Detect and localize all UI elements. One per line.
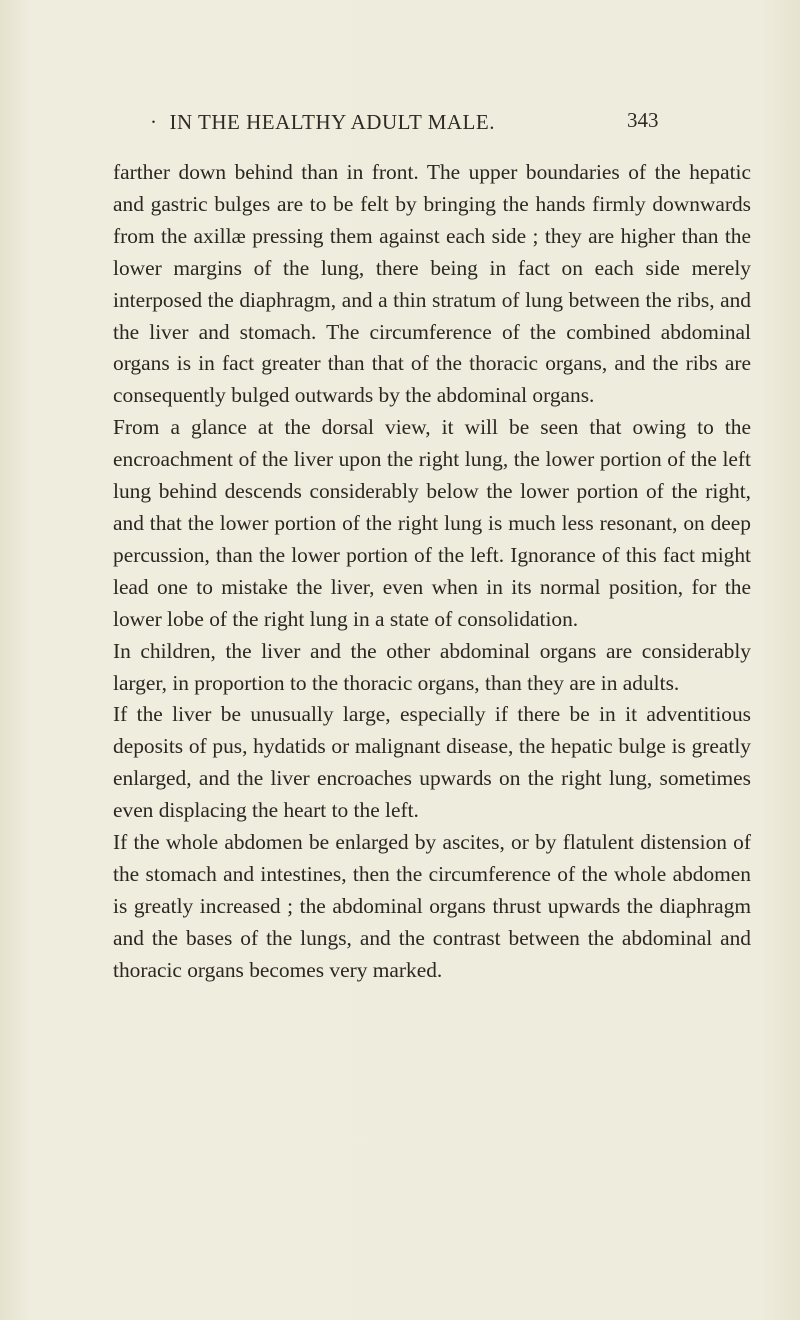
bullet-mark: · xyxy=(150,110,158,134)
running-head xyxy=(150,110,650,135)
paragraph: From a glance at the dorsal view, it will be seen that owing to the encroachment of the liver upon the right lung, the lower portion of the left lung behind descends considerably below the lower portion of the right, and that the lower portion of the right lung is much less resonant, on deep percussion, than the lower portion of the left. Ignorance of this fact might lead one to mistake the liver, even when in its normal position, for the lower lobe of the right lung in a state of consolidation. xyxy=(113,415,751,631)
page-number: 343 xyxy=(627,108,659,132)
paragraph: If the whole abdomen be enlarged by ascites, or by flatulent distension of the stomach and intestines, then the circumference of the whole abdomen is greatly increased ; the abdominal organs thrust upwards the diaphragm and the bases of the lungs, and the contrast between the abdominal and thoracic organs becomes very marked. xyxy=(113,830,751,982)
paragraph: farther down behind than in front. The upper boundaries of the hepatic and gastric bulges are to be felt by bringing the hands firmly downwards from the axillæ pressing them against each side ; they are higher than the lower margins of the lung, there being in fact on each side merely interposed the diaphragm, and a thin stratum of lung between the ribs, and the liver and stomach. The circumference of the combined abdominal organs is in fact greater than that of the thoracic organs, and the ribs are consequently bulged outwards by the abdominal organs. xyxy=(113,160,751,408)
paragraph: If the liver be unusually large, especially if there be in it adventitious deposits of pus, hydatids or malignant disease, the hepatic bulge is greatly enlarged, and the liver encroaches upwards on the right lung, sometimes even displacing the heart to the left. xyxy=(113,702,751,823)
running-head-text: IN THE HEALTHY ADULT MALE. xyxy=(169,110,495,134)
body-text xyxy=(113,157,751,987)
paragraph: In children, the liver and the other abdominal organs are considerably larger, in proportion to the thoracic organs, than they are in adults. xyxy=(113,638,751,695)
